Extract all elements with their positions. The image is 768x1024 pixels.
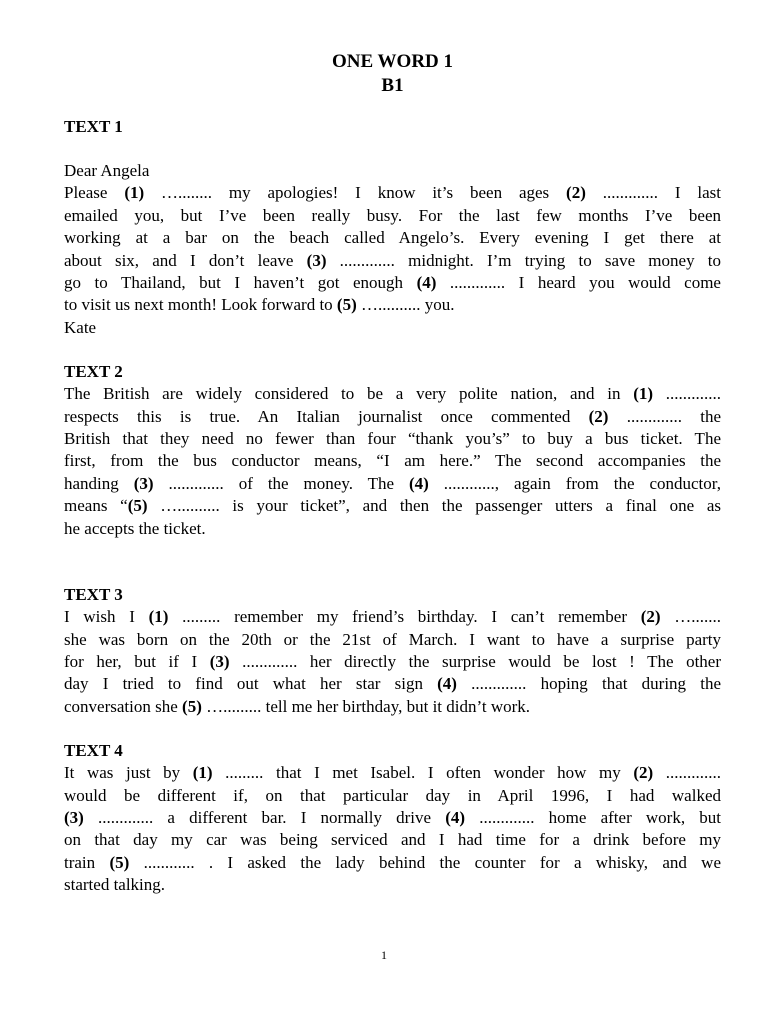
gap-number: (4): [445, 807, 466, 827]
text-segment: respects this is true. An Italian journalist once commented: [64, 406, 589, 426]
text-segment: about six, and I don’t leave: [64, 250, 307, 270]
text2-line: [64, 495, 721, 517]
text2-body: [64, 383, 721, 540]
text-segment: handing: [64, 473, 134, 493]
text3-line: [64, 651, 721, 673]
gap-number: (2): [566, 183, 586, 203]
text1-signature: Kate: [64, 317, 97, 337]
page-title: ONE WORD 1: [331, 51, 454, 72]
gap-number: (5): [109, 852, 130, 872]
text3-body: [64, 606, 721, 718]
gap-number: (3): [64, 807, 84, 827]
text-segment: means “: [64, 496, 128, 516]
gap-number: (2): [640, 607, 661, 627]
text-segment: ............ . I asked the lady behind the counter for a whisky, and we: [129, 852, 721, 872]
text-segment: ….......... is your ticket”, and then the passenger utters a final one as: [147, 496, 721, 516]
text1-greeting: Dear Angela: [64, 161, 150, 180]
text-segment: ......... that I met Isabel. I often wonder how my: [212, 763, 634, 783]
text2-line: [64, 518, 721, 540]
text-segment: ............. the: [608, 406, 721, 426]
gap-number: (2): [588, 406, 609, 426]
text1-line: [64, 294, 721, 316]
text4-line: [64, 807, 721, 829]
text-segment: go to Thailand, but I haven’t got enough: [64, 273, 417, 293]
text-segment: ............. hoping that during the: [456, 674, 721, 694]
text-segment: ............. home after work, but: [465, 807, 721, 827]
document-page: [64, 50, 721, 897]
gap-number: (1): [633, 384, 654, 404]
text2-line: [64, 473, 721, 495]
text-segment: .............: [653, 763, 721, 783]
gap-number: (1): [124, 183, 145, 203]
text-segment: It was just by: [64, 763, 193, 783]
text-segment: for her, but if I: [64, 651, 210, 671]
text1-body: [64, 160, 721, 339]
text4-body: [64, 762, 721, 896]
text-segment: ............. of the money. The: [153, 473, 409, 493]
text4-line: [64, 829, 721, 851]
gap-number: (2): [633, 763, 654, 783]
text1-line: [64, 272, 721, 294]
text-segment: on that day my car was being serviced and I had time for a drink before my: [64, 830, 721, 850]
text-segment: conversation she: [64, 696, 183, 716]
text3-line: [64, 696, 721, 718]
text4-line: [64, 852, 721, 874]
text-segment: ............. her directly the surprise would be lost ! The other: [229, 651, 721, 671]
text-segment: day I tried to find out what her star sign: [64, 674, 438, 694]
text-segment: first, from the bus conductor means, “I am here.” The second accompanies the: [64, 451, 721, 471]
text-segment: ............. midnight. I’m trying to save money to: [326, 250, 721, 270]
text-segment: to visit us next month! Look forward to: [64, 295, 337, 315]
gap-number: (5): [336, 295, 357, 315]
text1-line: [64, 205, 721, 227]
text-segment: ….......... you.: [356, 295, 455, 315]
text-segment: she was born on the 20th or the 21st of March. I want to have a surprise party: [64, 629, 721, 649]
gap-number: (3): [306, 250, 327, 270]
text4-line: [64, 874, 721, 896]
gap-number: (1): [192, 763, 213, 783]
page-number: 1: [381, 948, 387, 962]
text-segment: would be different if, on that particular day in April 1996, I had walked: [64, 785, 721, 805]
text1-lines: [64, 182, 721, 316]
text-segment: ............. a different bar. I normally drive: [83, 807, 446, 827]
text2-line: [64, 450, 721, 472]
text-segment: The British are widely considered to be a very polite nation, and in: [64, 384, 634, 404]
text-segment: started talking.: [64, 875, 166, 895]
text2-line: [64, 428, 721, 450]
text1-line: [64, 227, 721, 249]
text4-heading: TEXT 4: [64, 741, 123, 761]
level-label: B1: [381, 75, 404, 96]
text-segment: British that they need no fewer than four “thank you’s” to buy a bus ticket. The: [64, 429, 721, 449]
gap-number: (4): [416, 273, 437, 293]
gap-number: (4): [408, 473, 429, 493]
text3-heading: TEXT 3: [64, 585, 123, 605]
text1-line: [64, 182, 721, 204]
text-segment: working at a bar on the beach called Angelo’s. Every evening I get there at: [64, 228, 721, 248]
text-segment: …........ my apologies! I know it’s been ages: [144, 183, 567, 203]
text4-line: [64, 785, 721, 807]
gap-number: (1): [148, 607, 169, 627]
text-segment: ….......: [660, 607, 721, 627]
text-segment: ............. I heard you would come: [436, 273, 721, 293]
text-segment: he accepts the ticket.: [64, 518, 206, 538]
text2-line: [64, 383, 721, 405]
text-segment: ............. I last: [585, 183, 721, 203]
text4-line: [64, 762, 721, 784]
text2-line: [64, 406, 721, 428]
text3-line: [64, 629, 721, 651]
text-segment: …......... tell me her birthday, but it didn’t work.: [201, 696, 531, 716]
text-segment: emailed you, but I’ve been really busy. For the last few months I’ve been: [64, 205, 721, 225]
text-segment: train: [64, 852, 110, 872]
text-segment: ............, again from the conductor,: [428, 473, 721, 493]
text-segment: I wish I: [64, 607, 149, 627]
text3-line: [64, 606, 721, 628]
text-segment: ......... remember my friend’s birthday. I can’t remember: [168, 607, 641, 627]
gap-number: (4): [437, 674, 457, 694]
gap-number: (5): [182, 696, 202, 716]
gap-number: (3): [209, 651, 230, 671]
text2-heading: TEXT 2: [64, 362, 123, 382]
text-segment: .............: [653, 384, 722, 404]
text-segment: Please: [64, 183, 125, 203]
text3-line: [64, 673, 721, 695]
text1-line: [64, 250, 721, 272]
gap-number: (3): [133, 473, 154, 493]
text1-heading: TEXT 1: [64, 117, 123, 136]
gap-number: (5): [127, 496, 148, 516]
